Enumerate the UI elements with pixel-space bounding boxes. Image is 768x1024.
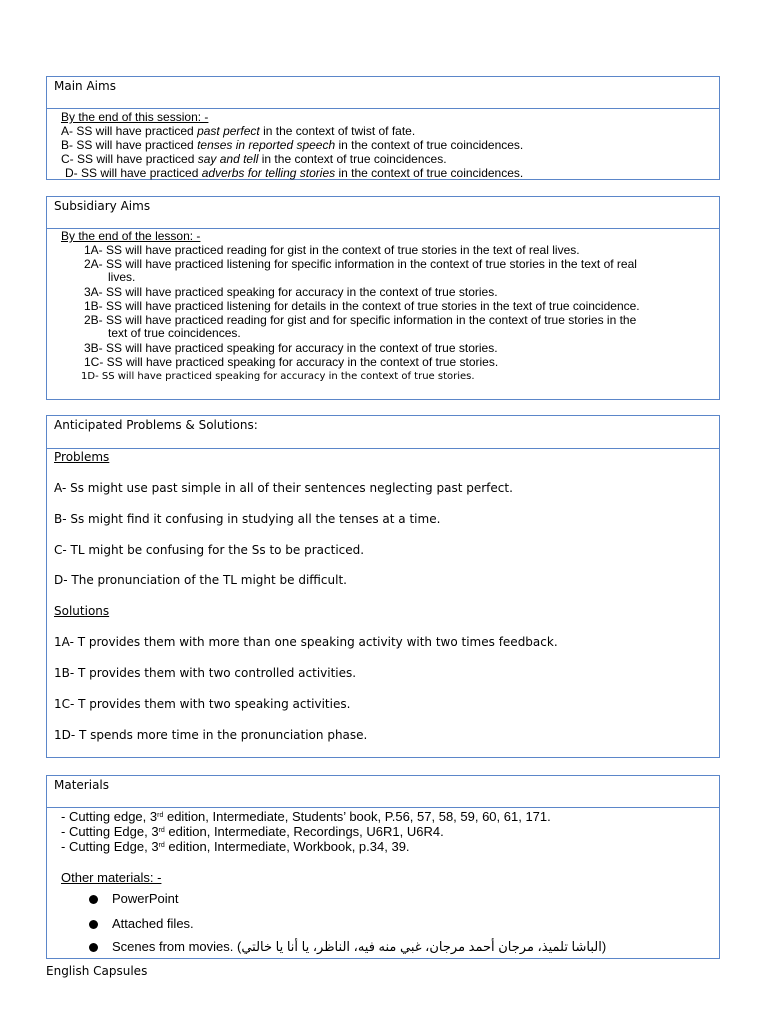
problems-solutions-title: Anticipated Problems & Solutions: [47,416,719,449]
subsidiary-aims-section [46,196,720,400]
bullet-icon [89,920,98,929]
bullet-icon [89,943,98,952]
subsidiary-aim-item: 1D- SS will have practiced speaking for accuracy in the context of true stories. [81,371,475,382]
main-aims-section [46,76,720,180]
subsidiary-aim-item: 3B- SS will have practiced speaking for accuracy in the context of true stories. [84,341,498,355]
problems-solutions-section [46,415,720,758]
problems-heading: Problems [54,450,110,464]
subsidiary-aims-title: Subsidiary Aims [47,197,719,229]
solutions-heading: Solutions [54,604,110,618]
problem-item: B- Ss might find it confusing in studying all the tenses at a time. [54,512,441,526]
subsidiary-aim-item: 2A- SS will have practiced listening for specific information in the context of true stories in the text of real [84,257,637,271]
subsidiary-aim-item: 3A- SS will have practiced speaking for accuracy in the context of true stories. [84,285,498,299]
solution-item: 1D- T spends more time in the pronunciation phase. [54,728,368,742]
bullet-icon [89,895,98,904]
main-aims-intro: By the end of this session: - [61,110,209,124]
problem-item: C- TL might be confusing for the Ss to be practiced. [54,543,365,557]
other-material-item: Scenes from movies. (الباشا تلميذ، مرجان أحمد مرجان، غبي منه فيه، الناظر، يا أنا يا خالتي) [112,939,607,954]
other-materials-heading: Other materials: - [61,870,162,885]
other-material-item: Attached files. [112,916,194,931]
main-aims-item: D- SS will have practiced adverbs for telling stories in the context of true coincidences. [65,166,524,180]
material-item: - Cutting Edge, 3rd edition, Intermediate, Workbook, p.34, 39. [61,839,410,854]
subsidiary-aim-continuation: lives. [108,270,136,284]
subsidiary-aim-continuation: text of true coincidences. [108,326,241,340]
solution-item: 1A- T provides them with more than one speaking activity with two times feedback. [54,635,558,649]
material-item: - Cutting Edge, 3rd edition, Intermediate, Recordings, U6R1, U6R4. [61,824,444,839]
problem-item: D- The pronunciation of the TL might be difficult. [54,573,347,587]
subsidiary-aim-item: 1C- SS will have practiced speaking for accuracy in the context of true stories. [84,355,499,369]
main-aims-item: B- SS will have practiced tenses in reported speech in the context of true coincidences. [61,138,524,152]
subsidiary-aim-item: 1A- SS will have practiced reading for gist in the context of true stories in the text of real lives. [84,243,580,257]
material-item: - Cutting edge, 3rd edition, Intermediate, Students’ book, P.56, 57, 58, 59, 60, 61, 171. [61,809,551,824]
main-aims-item: A- SS will have practiced past perfect in the context of twist of fate. [61,124,416,138]
footer-text: English Capsules [46,964,148,978]
main-aims-item: C- SS will have practiced say and tell in the context of true coincidences. [61,152,447,166]
subsidiary-aims-intro: By the end of the lesson: - [61,229,201,243]
materials-section [46,775,720,959]
materials-title: Materials [47,776,719,808]
other-material-item: PowerPoint [112,891,179,906]
problem-item: A- Ss might use past simple in all of their sentences neglecting past perfect. [54,481,513,495]
solution-item: 1B- T provides them with two controlled activities. [54,666,357,680]
subsidiary-aim-item: 2B- SS will have practiced reading for gist and for specific information in the context of true stories in the [84,313,637,327]
solution-item: 1C- T provides them with two speaking activities. [54,697,351,711]
main-aims-title: Main Aims [47,77,719,109]
subsidiary-aim-item: 1B- SS will have practiced listening for details in the context of true stories in the text of true coincidence. [84,299,640,313]
